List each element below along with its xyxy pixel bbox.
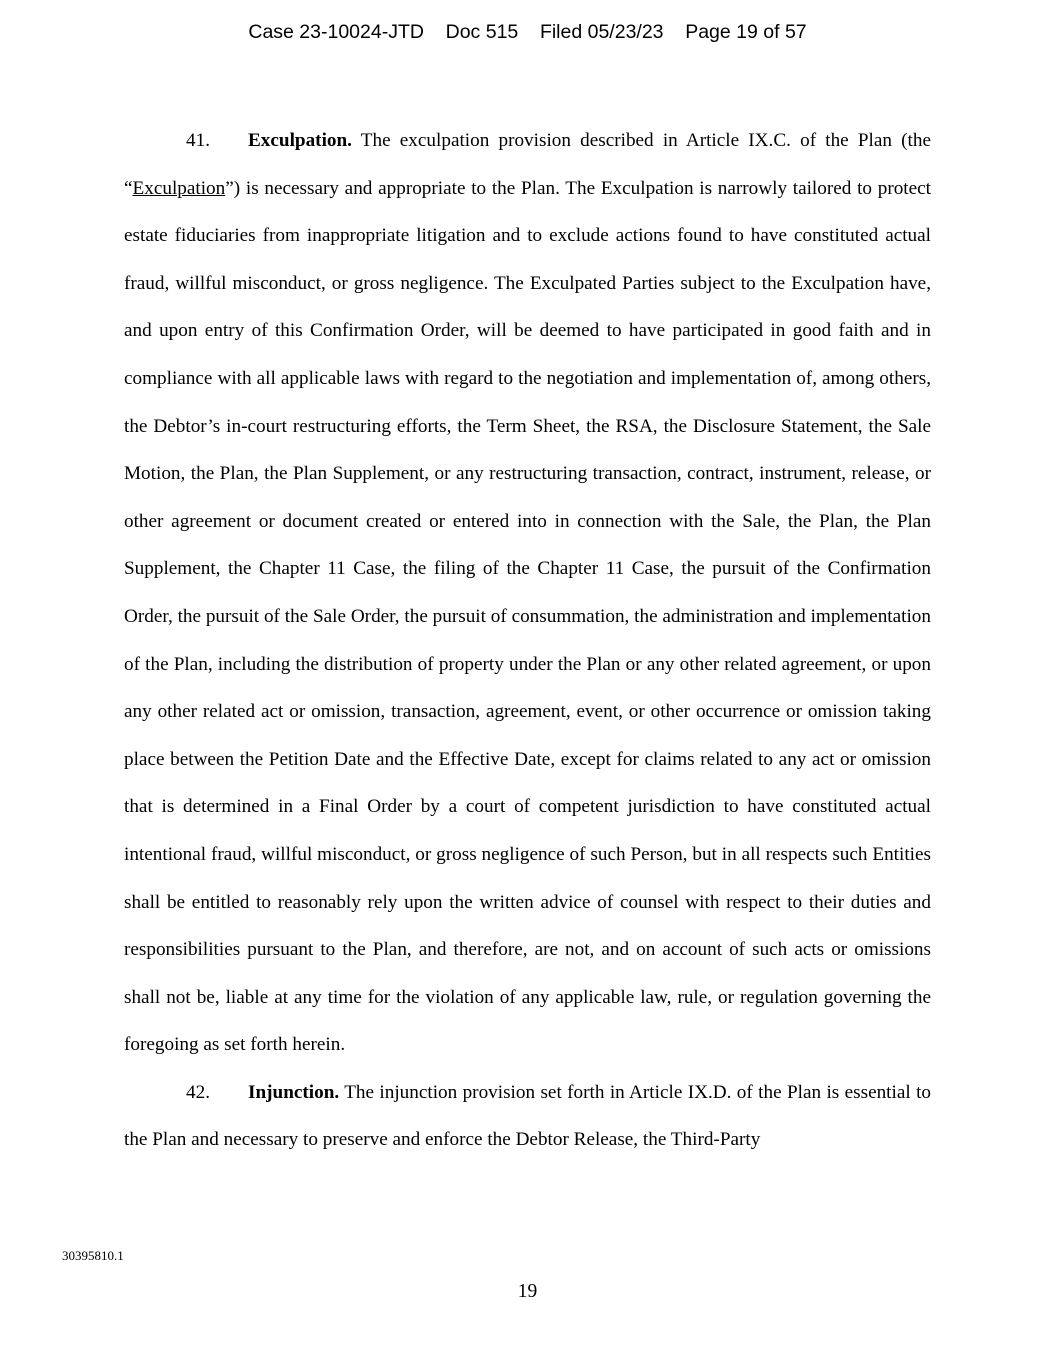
case-number: Case 23-10024-JTD bbox=[248, 21, 424, 43]
paragraph-number: 41. bbox=[186, 130, 210, 151]
paragraph-number: 42. bbox=[186, 1081, 210, 1103]
paragraph-text: The injunction provision set forth in Article IX.D. of the Plan is essential to the Plan and necessary to preserve and enforce the Debtor Release, the Third-Party bbox=[124, 1081, 931, 1151]
document-body bbox=[124, 117, 931, 1164]
document-id: 30395810.1 bbox=[62, 1248, 124, 1263]
paragraph-text-continued: ”) is necessary and appropriate to the Plan. The Exculpation is narrowly tailored to protect estate fiduciaries from inappropriate litigation and to exclude actions found to have constituted actual fraud, willful misconduct, or gross negligence. The Exculpated Parties subject to the Exculpation have, and upon entry of this Confirmation Order, will be deemed to have participated in good faith and in compliance with all applicable laws with regard to the negotiation and implementation of, among others, the Debtor’s in-court restructuring efforts, the Term Sheet, the RSA, the Disclosure Statement, the Sale Motion, the Plan, the Plan Supplement, or any restructuring transaction, contract, instrument, release, or other agreement or document created or entered into in connection with the Sale, the Plan, the Plan Supplement, the Chapter 11 Case, the filing of the Chapter 11 Case, the pursuit of the Confirmation Order, the pursuit of the Sale Order, the pursuit of consummation, the administration and implementation of the Plan, including the distribution of property under the Plan or any other related agreement, or upon any other related act or omission, transaction, agreement, event, or other occurrence or omission taking place between the Petition Date and the Effective Date, except for claims related to any act or omission that is determined in a Final Order by a court of competent jurisdiction to have constituted actual intentional fraud, willful misconduct, or gross negligence of such Person, but in all respects such Entities shall be entitled to reasonably rely upon the written advice of counsel with respect to their duties and responsibilities pursuant to the Plan, and therefore, are not, and on account of such acts or omissions shall not be, liable at any time for the violation of any applicable law, rule, or regulation governing the foregoing as set forth herein. bbox=[124, 177, 931, 1056]
doc-number: Doc 515 bbox=[445, 21, 519, 43]
paragraph-heading: Injunction. bbox=[248, 1081, 340, 1103]
defined-term: Exculpation bbox=[132, 177, 226, 199]
page-number: 19 bbox=[517, 1281, 538, 1302]
page-of-total: Page 19 of 57 bbox=[685, 21, 807, 43]
paragraph-41 bbox=[124, 117, 931, 1069]
paragraph-text: The exculpation provision described in Article IX.C. of the Plan (the “ bbox=[124, 130, 931, 199]
case-header bbox=[0, 19, 1055, 45]
filed-date: Filed 05/23/23 bbox=[539, 21, 664, 43]
paragraph-42 bbox=[124, 1069, 931, 1164]
paragraph-heading: Exculpation. bbox=[248, 130, 352, 151]
